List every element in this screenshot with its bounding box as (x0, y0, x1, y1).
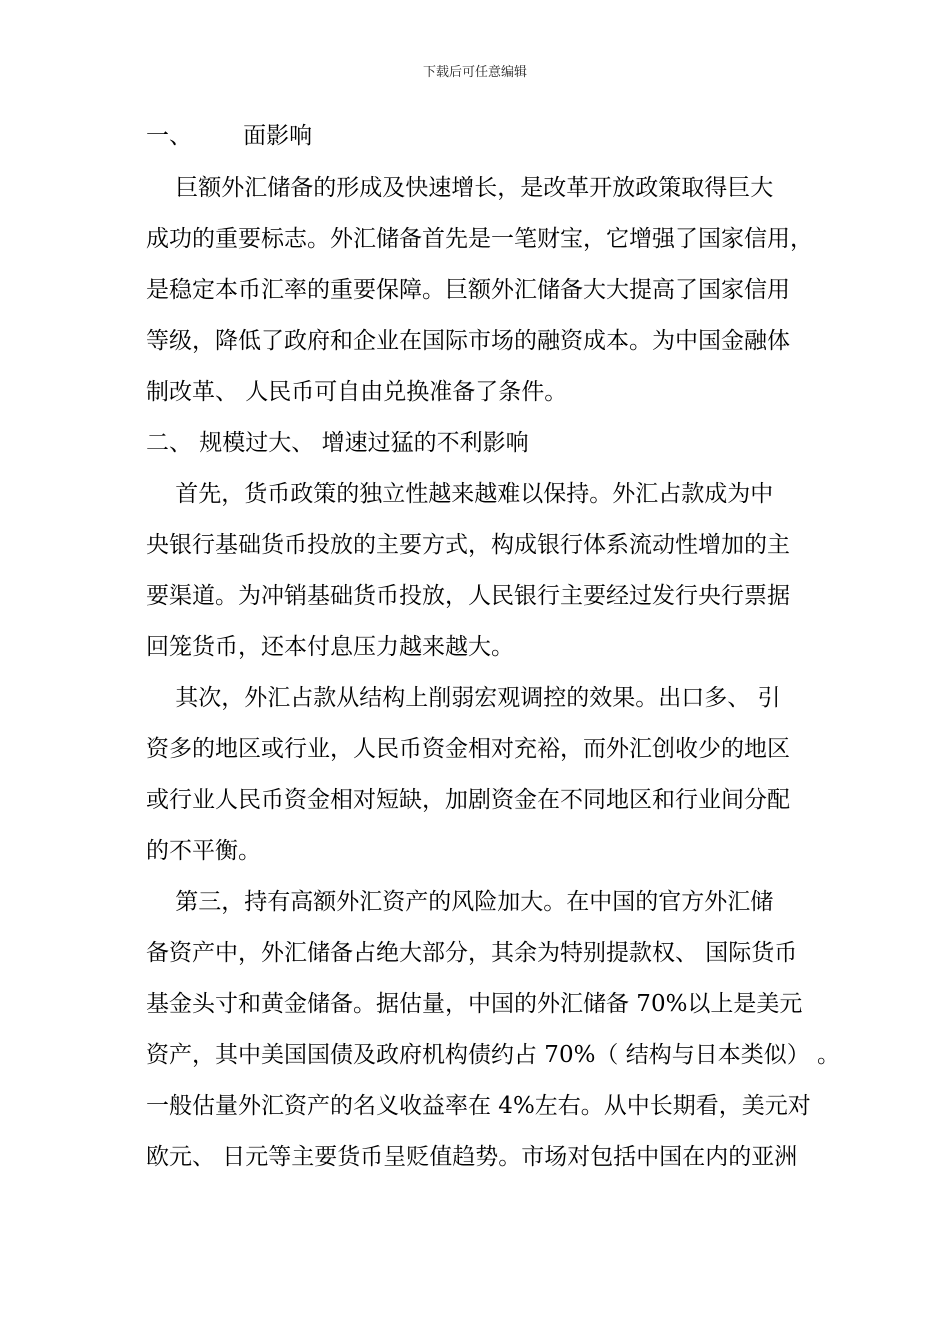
heading-one: 一、 面影响 (146, 123, 313, 149)
paragraph-line: 第三，持有高额外汇资产的风险加大。在中国的官方外汇储 (146, 889, 774, 915)
paragraph-line: 回笼货币，还本付息压力越来越大。 (146, 634, 514, 660)
paragraph-line: 制改革、 人民币可自由兑换准备了条件。 (146, 379, 568, 405)
paragraph-line: 的不平衡。 (146, 838, 261, 864)
paragraph-line: 一般估量外汇资产的名义收益率在 4%左右。从中长期看，美元对 (146, 1093, 811, 1119)
paragraph-line: 要渠道。为冲销基础货币投放，人民银行主要经过发行央行票据 (146, 583, 790, 609)
paragraph-line: 资产，其中美国国债及政府机构债约占 70%（ 结构与日本类似） 。 (146, 1042, 841, 1068)
paragraph-line: 基金头寸和黄金储备。据估量，中国的外汇储备 70%以上是美元 (146, 991, 803, 1017)
paragraph-line: 其次，外汇占款从结构上削弱宏观调控的效果。出口多、 引 (146, 685, 781, 711)
paragraph-line: 首先，货币政策的独立性越来越难以保持。外汇占款成为中 (146, 481, 774, 507)
paragraph-line: 备资产中，外汇储备占绝大部分，其余为特别提款权、 国际货币 (146, 940, 798, 966)
paragraph-line: 等级，降低了政府和企业在国际市场的融资成本。为中国金融体 (146, 328, 790, 354)
paragraph-line: 资多的地区或行业，人民币资金相对充裕，而外汇创收少的地区 (146, 736, 790, 762)
heading-two: 二、 规模过大、 增速过猛的不利影响 (146, 430, 529, 456)
paragraph-line: 央银行基础货币投放的主要方式，构成银行体系流动性增加的主 (146, 532, 790, 558)
paragraph-line: 成功的重要标志。外汇储备首先是一笔财宝，它增强了国家信用， (146, 226, 813, 252)
paragraph-line: 是稳定本币汇率的重要保障。巨额外汇储备大大提高了国家信用 (146, 277, 790, 303)
paragraph-line: 或行业人民币资金相对短缺，加剧资金在不同地区和行业间分配 (146, 787, 790, 813)
paragraph-line: 欧元、 日元等主要货币呈贬值趋势。市场对包括中国在内的亚洲 (146, 1144, 798, 1170)
paragraph-line: 巨额外汇储备的形成及快速增长，是改革开放政策取得巨大 (146, 175, 774, 201)
page-header: 下载后可任意编辑 (422, 65, 527, 80)
